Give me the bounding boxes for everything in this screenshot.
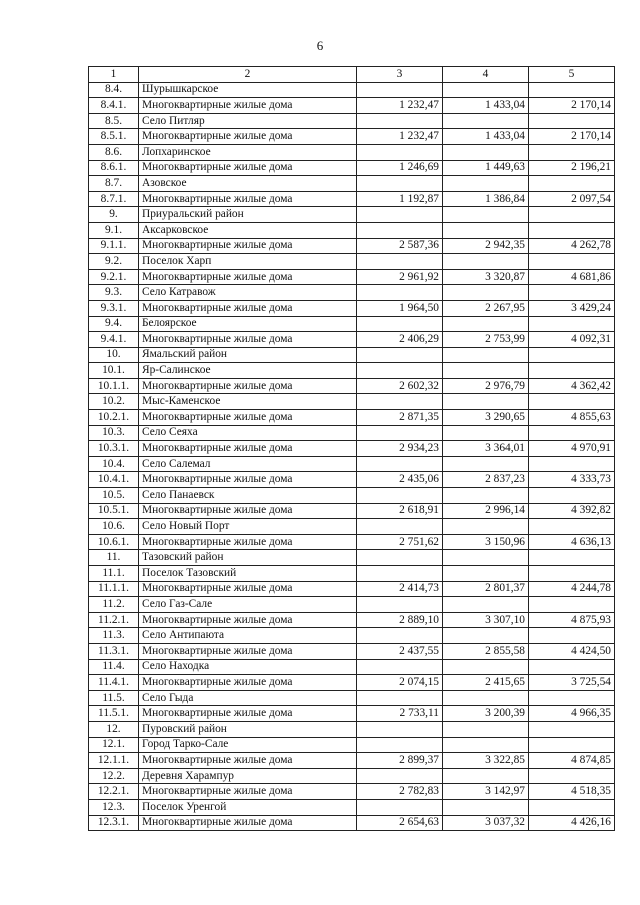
value-col4-cell: [443, 799, 529, 815]
value-col3-cell: [357, 690, 443, 706]
row-name-cell: Азовское: [139, 176, 357, 192]
row-number-cell: 11.4.: [89, 659, 139, 675]
header-cell-3: 3: [357, 67, 443, 83]
row-name-cell: Тазовский район: [139, 550, 357, 566]
value-col3-cell: 1 232,47: [357, 98, 443, 114]
table-row: [89, 612, 615, 628]
value-col3-cell: [357, 285, 443, 301]
row-number-cell: 11.3.1.: [89, 643, 139, 659]
value-col5-cell: [529, 144, 615, 160]
row-number-cell: 9.2.: [89, 254, 139, 270]
value-col4-cell: 2 267,95: [443, 300, 529, 316]
row-name-cell: Село Панаевск: [139, 488, 357, 504]
value-col4-cell: [443, 628, 529, 644]
value-col4-cell: [443, 222, 529, 238]
row-number-cell: 12.2.: [89, 768, 139, 784]
value-col5-cell: [529, 566, 615, 582]
row-name-cell: Мыс-Каменское: [139, 394, 357, 410]
table-row: [89, 550, 615, 566]
row-number-cell: 9.3.: [89, 285, 139, 301]
row-number-cell: 12.2.1.: [89, 784, 139, 800]
row-name-cell: Многоквартирные жилые дома: [139, 675, 357, 691]
table-row: [89, 425, 615, 441]
row-name-cell: Село Находка: [139, 659, 357, 675]
value-col5-cell: [529, 519, 615, 535]
table-row: [89, 332, 615, 348]
table-row: [89, 222, 615, 238]
row-number-cell: 10.5.: [89, 488, 139, 504]
value-col3-cell: 1 232,47: [357, 129, 443, 145]
value-col3-cell: 2 733,11: [357, 706, 443, 722]
table-row: [89, 176, 615, 192]
value-col4-cell: [443, 363, 529, 379]
value-col3-cell: 2 961,92: [357, 269, 443, 285]
row-name-cell: Село Салемал: [139, 456, 357, 472]
row-name-cell: Село Гыда: [139, 690, 357, 706]
row-name-cell: Лопхаринское: [139, 144, 357, 160]
row-name-cell: Многоквартирные жилые дома: [139, 269, 357, 285]
table-row: [89, 815, 615, 831]
table-row: [89, 706, 615, 722]
row-number-cell: 11.1.1.: [89, 581, 139, 597]
value-col5-cell: 4 392,82: [529, 503, 615, 519]
value-col3-cell: [357, 222, 443, 238]
row-name-cell: Деревня Харампур: [139, 768, 357, 784]
table-row: [89, 784, 615, 800]
row-number-cell: 10.2.: [89, 394, 139, 410]
value-col4-cell: 3 290,65: [443, 410, 529, 426]
value-col3-cell: 2 406,29: [357, 332, 443, 348]
value-col4-cell: 1 433,04: [443, 98, 529, 114]
value-col4-cell: [443, 113, 529, 129]
value-col3-cell: [357, 737, 443, 753]
value-col4-cell: 3 142,97: [443, 784, 529, 800]
value-col4-cell: [443, 347, 529, 363]
table-row: [89, 82, 615, 98]
value-col4-cell: 3 322,85: [443, 753, 529, 769]
row-number-cell: 10.6.1.: [89, 534, 139, 550]
row-number-cell: 11.3.: [89, 628, 139, 644]
table-row: [89, 254, 615, 270]
table-row: [89, 160, 615, 176]
value-col4-cell: 3 037,32: [443, 815, 529, 831]
row-name-cell: Село Катравож: [139, 285, 357, 301]
value-col3-cell: [357, 254, 443, 270]
value-col4-cell: 2 837,23: [443, 472, 529, 488]
value-col5-cell: [529, 254, 615, 270]
row-name-cell: Многоквартирные жилые дома: [139, 581, 357, 597]
value-col5-cell: [529, 285, 615, 301]
row-name-cell: Многоквартирные жилые дома: [139, 472, 357, 488]
value-col5-cell: 4 244,78: [529, 581, 615, 597]
row-name-cell: Поселок Уренгой: [139, 799, 357, 815]
table-row: [89, 628, 615, 644]
row-number-cell: 11.: [89, 550, 139, 566]
header-cell-4: 4: [443, 67, 529, 83]
value-col5-cell: [529, 690, 615, 706]
value-col4-cell: [443, 144, 529, 160]
table-row: [89, 675, 615, 691]
table-row: [89, 488, 615, 504]
tariff-table: [88, 66, 615, 831]
row-number-cell: 11.4.1.: [89, 675, 139, 691]
value-col4-cell: [443, 690, 529, 706]
value-col4-cell: [443, 721, 529, 737]
table-row: [89, 191, 615, 207]
header-row: [89, 67, 615, 83]
table-row: [89, 238, 615, 254]
value-col3-cell: 2 871,35: [357, 410, 443, 426]
value-col3-cell: 2 437,55: [357, 643, 443, 659]
value-col4-cell: [443, 768, 529, 784]
value-col5-cell: 4 518,35: [529, 784, 615, 800]
value-col3-cell: [357, 425, 443, 441]
row-number-cell: 8.5.1.: [89, 129, 139, 145]
table-row: [89, 300, 615, 316]
row-name-cell: Село Антипаюта: [139, 628, 357, 644]
value-col3-cell: 2 899,37: [357, 753, 443, 769]
header-cell-1: 1: [89, 67, 139, 83]
value-col3-cell: [357, 597, 443, 613]
value-col5-cell: 4 424,50: [529, 643, 615, 659]
value-col4-cell: [443, 316, 529, 332]
value-col5-cell: [529, 363, 615, 379]
value-col5-cell: 2 170,14: [529, 98, 615, 114]
row-number-cell: 9.4.1.: [89, 332, 139, 348]
table-row: [89, 378, 615, 394]
value-col4-cell: 2 753,99: [443, 332, 529, 348]
table-row: [89, 144, 615, 160]
value-col3-cell: 1 964,50: [357, 300, 443, 316]
row-number-cell: 11.2.: [89, 597, 139, 613]
value-col3-cell: [357, 768, 443, 784]
row-name-cell: Многоквартирные жилые дома: [139, 753, 357, 769]
value-col3-cell: [357, 456, 443, 472]
value-col4-cell: 3 364,01: [443, 441, 529, 457]
row-number-cell: 10.1.1.: [89, 378, 139, 394]
table-row: [89, 753, 615, 769]
value-col3-cell: 1 192,87: [357, 191, 443, 207]
value-col4-cell: [443, 285, 529, 301]
value-col5-cell: [529, 550, 615, 566]
value-col3-cell: [357, 628, 443, 644]
value-col4-cell: 3 307,10: [443, 612, 529, 628]
table-row: [89, 316, 615, 332]
row-name-cell: Поселок Харп: [139, 254, 357, 270]
row-number-cell: 11.5.: [89, 690, 139, 706]
value-col5-cell: 2 196,21: [529, 160, 615, 176]
table-row: [89, 269, 615, 285]
value-col3-cell: [357, 82, 443, 98]
value-col3-cell: [357, 659, 443, 675]
value-col4-cell: 1 386,84: [443, 191, 529, 207]
value-col3-cell: [357, 550, 443, 566]
value-col5-cell: 2 170,14: [529, 129, 615, 145]
row-number-cell: 9.4.: [89, 316, 139, 332]
row-number-cell: 9.3.1.: [89, 300, 139, 316]
row-name-cell: Поселок Тазовский: [139, 566, 357, 582]
row-name-cell: Многоквартирные жилые дома: [139, 612, 357, 628]
value-col3-cell: [357, 347, 443, 363]
value-col5-cell: 4 636,13: [529, 534, 615, 550]
value-col5-cell: [529, 113, 615, 129]
row-number-cell: 12.3.1.: [89, 815, 139, 831]
row-number-cell: 11.2.1.: [89, 612, 139, 628]
row-name-cell: Многоквартирные жилые дома: [139, 534, 357, 550]
value-col3-cell: 2 751,62: [357, 534, 443, 550]
row-name-cell: Многоквартирные жилые дома: [139, 410, 357, 426]
row-name-cell: Шурышкарское: [139, 82, 357, 98]
value-col4-cell: [443, 254, 529, 270]
value-col3-cell: 2 602,32: [357, 378, 443, 394]
value-col5-cell: 4 855,63: [529, 410, 615, 426]
value-col3-cell: [357, 799, 443, 815]
value-col5-cell: 4 970,91: [529, 441, 615, 457]
value-col5-cell: [529, 316, 615, 332]
row-name-cell: Белоярское: [139, 316, 357, 332]
table-row: [89, 503, 615, 519]
row-name-cell: Многоквартирные жилые дома: [139, 98, 357, 114]
table-row: [89, 363, 615, 379]
row-number-cell: 9.1.: [89, 222, 139, 238]
value-col3-cell: [357, 363, 443, 379]
value-col4-cell: [443, 394, 529, 410]
row-name-cell: Село Питляр: [139, 113, 357, 129]
value-col5-cell: [529, 721, 615, 737]
value-col3-cell: 2 587,36: [357, 238, 443, 254]
value-col5-cell: [529, 425, 615, 441]
value-col4-cell: 3 320,87: [443, 269, 529, 285]
row-name-cell: Город Тарко-Сале: [139, 737, 357, 753]
value-col5-cell: 4 262,78: [529, 238, 615, 254]
value-col5-cell: 3 725,54: [529, 675, 615, 691]
value-col3-cell: 1 246,69: [357, 160, 443, 176]
value-col4-cell: [443, 566, 529, 582]
value-col5-cell: [529, 394, 615, 410]
row-number-cell: 10.: [89, 347, 139, 363]
row-number-cell: 11.5.1.: [89, 706, 139, 722]
row-name-cell: Пуровский район: [139, 721, 357, 737]
value-col5-cell: 4 874,85: [529, 753, 615, 769]
value-col5-cell: 4 362,42: [529, 378, 615, 394]
row-name-cell: Многоквартирные жилые дома: [139, 706, 357, 722]
value-col5-cell: [529, 222, 615, 238]
row-number-cell: 8.6.1.: [89, 160, 139, 176]
value-col3-cell: 2 074,15: [357, 675, 443, 691]
value-col5-cell: 2 097,54: [529, 191, 615, 207]
value-col3-cell: [357, 144, 443, 160]
row-number-cell: 10.4.: [89, 456, 139, 472]
value-col3-cell: [357, 566, 443, 582]
row-number-cell: 9.: [89, 207, 139, 223]
page-number: 6: [316, 38, 324, 53]
row-number-cell: 9.1.1.: [89, 238, 139, 254]
table-row: [89, 768, 615, 784]
value-col3-cell: 2 414,73: [357, 581, 443, 597]
row-number-cell: 10.3.1.: [89, 441, 139, 457]
value-col3-cell: 2 435,06: [357, 472, 443, 488]
row-name-cell: Многоквартирные жилые дома: [139, 815, 357, 831]
table-row: [89, 799, 615, 815]
value-col5-cell: 3 429,24: [529, 300, 615, 316]
value-col4-cell: [443, 425, 529, 441]
value-col4-cell: [443, 488, 529, 504]
value-col4-cell: 2 801,37: [443, 581, 529, 597]
row-name-cell: Село Новый Порт: [139, 519, 357, 535]
value-col5-cell: 4 966,35: [529, 706, 615, 722]
table-row: [89, 285, 615, 301]
value-col4-cell: [443, 659, 529, 675]
value-col4-cell: 1 433,04: [443, 129, 529, 145]
value-col5-cell: 4 092,31: [529, 332, 615, 348]
row-name-cell: Многоквартирные жилые дома: [139, 191, 357, 207]
row-number-cell: 12.: [89, 721, 139, 737]
table-row: [89, 129, 615, 145]
table-row: [89, 659, 615, 675]
row-name-cell: Многоквартирные жилые дома: [139, 441, 357, 457]
value-col4-cell: 2 942,35: [443, 238, 529, 254]
row-number-cell: 10.1.: [89, 363, 139, 379]
table-row: [89, 456, 615, 472]
row-name-cell: Приуральский район: [139, 207, 357, 223]
row-name-cell: Село Газ-Сале: [139, 597, 357, 613]
row-name-cell: Яр-Салинское: [139, 363, 357, 379]
value-col5-cell: [529, 768, 615, 784]
row-name-cell: Многоквартирные жилые дома: [139, 300, 357, 316]
value-col4-cell: 1 449,63: [443, 160, 529, 176]
row-number-cell: 8.7.: [89, 176, 139, 192]
row-name-cell: Многоквартирные жилые дома: [139, 503, 357, 519]
value-col5-cell: 4 681,86: [529, 269, 615, 285]
row-number-cell: 10.4.1.: [89, 472, 139, 488]
table-row: [89, 113, 615, 129]
row-name-cell: Многоквартирные жилые дома: [139, 784, 357, 800]
value-col4-cell: 3 200,39: [443, 706, 529, 722]
row-number-cell: 8.7.1.: [89, 191, 139, 207]
value-col4-cell: 3 150,96: [443, 534, 529, 550]
row-name-cell: Многоквартирные жилые дома: [139, 160, 357, 176]
table-row: [89, 347, 615, 363]
value-col4-cell: [443, 550, 529, 566]
value-col4-cell: [443, 597, 529, 613]
value-col5-cell: [529, 488, 615, 504]
value-col5-cell: [529, 207, 615, 223]
value-col3-cell: [357, 721, 443, 737]
value-col3-cell: [357, 176, 443, 192]
table-row: [89, 410, 615, 426]
value-col3-cell: [357, 207, 443, 223]
value-col4-cell: 2 415,65: [443, 675, 529, 691]
value-col3-cell: 2 618,91: [357, 503, 443, 519]
table-row: [89, 98, 615, 114]
value-col4-cell: [443, 82, 529, 98]
value-col4-cell: [443, 519, 529, 535]
value-col5-cell: [529, 628, 615, 644]
header-cell-2: 2: [139, 67, 357, 83]
value-col5-cell: 4 875,93: [529, 612, 615, 628]
row-name-cell: Многоквартирные жилые дома: [139, 332, 357, 348]
table-row: [89, 643, 615, 659]
value-col3-cell: 2 654,63: [357, 815, 443, 831]
value-col4-cell: [443, 456, 529, 472]
value-col5-cell: [529, 347, 615, 363]
value-col3-cell: 2 782,83: [357, 784, 443, 800]
value-col3-cell: [357, 394, 443, 410]
value-col5-cell: [529, 597, 615, 613]
row-number-cell: 10.2.1.: [89, 410, 139, 426]
table-row: [89, 394, 615, 410]
value-col4-cell: [443, 737, 529, 753]
row-number-cell: 12.1.: [89, 737, 139, 753]
value-col5-cell: [529, 799, 615, 815]
table-row: [89, 721, 615, 737]
value-col5-cell: [529, 456, 615, 472]
row-number-cell: 8.6.: [89, 144, 139, 160]
row-name-cell: Многоквартирные жилые дома: [139, 238, 357, 254]
row-name-cell: Ямальский район: [139, 347, 357, 363]
value-col4-cell: 2 996,14: [443, 503, 529, 519]
value-col3-cell: [357, 519, 443, 535]
row-number-cell: 8.4.1.: [89, 98, 139, 114]
value-col5-cell: [529, 659, 615, 675]
table-row: [89, 207, 615, 223]
value-col4-cell: [443, 207, 529, 223]
table-row: [89, 519, 615, 535]
row-number-cell: 10.6.: [89, 519, 139, 535]
table-row: [89, 566, 615, 582]
table-row: [89, 690, 615, 706]
row-number-cell: 11.1.: [89, 566, 139, 582]
table-row: [89, 597, 615, 613]
row-name-cell: Многоквартирные жилые дома: [139, 378, 357, 394]
row-number-cell: 8.5.: [89, 113, 139, 129]
value-col5-cell: [529, 737, 615, 753]
row-number-cell: 10.5.1.: [89, 503, 139, 519]
value-col5-cell: [529, 176, 615, 192]
value-col4-cell: [443, 176, 529, 192]
value-col3-cell: [357, 113, 443, 129]
value-col3-cell: [357, 316, 443, 332]
table-row: [89, 581, 615, 597]
row-number-cell: 10.3.: [89, 425, 139, 441]
row-number-cell: 12.1.1.: [89, 753, 139, 769]
table-row: [89, 472, 615, 488]
table-row: [89, 441, 615, 457]
value-col4-cell: 2 976,79: [443, 378, 529, 394]
row-number-cell: 9.2.1.: [89, 269, 139, 285]
table-row: [89, 534, 615, 550]
row-name-cell: Село Сеяха: [139, 425, 357, 441]
row-number-cell: 12.3.: [89, 799, 139, 815]
value-col4-cell: 2 855,58: [443, 643, 529, 659]
value-col3-cell: 2 889,10: [357, 612, 443, 628]
value-col3-cell: [357, 488, 443, 504]
header-cell-5: 5: [529, 67, 615, 83]
row-name-cell: Многоквартирные жилые дома: [139, 643, 357, 659]
row-number-cell: 8.4.: [89, 82, 139, 98]
table-row: [89, 737, 615, 753]
value-col3-cell: 2 934,23: [357, 441, 443, 457]
row-name-cell: Аксарковское: [139, 222, 357, 238]
value-col5-cell: 4 426,16: [529, 815, 615, 831]
value-col5-cell: 4 333,73: [529, 472, 615, 488]
row-name-cell: Многоквартирные жилые дома: [139, 129, 357, 145]
value-col5-cell: [529, 82, 615, 98]
